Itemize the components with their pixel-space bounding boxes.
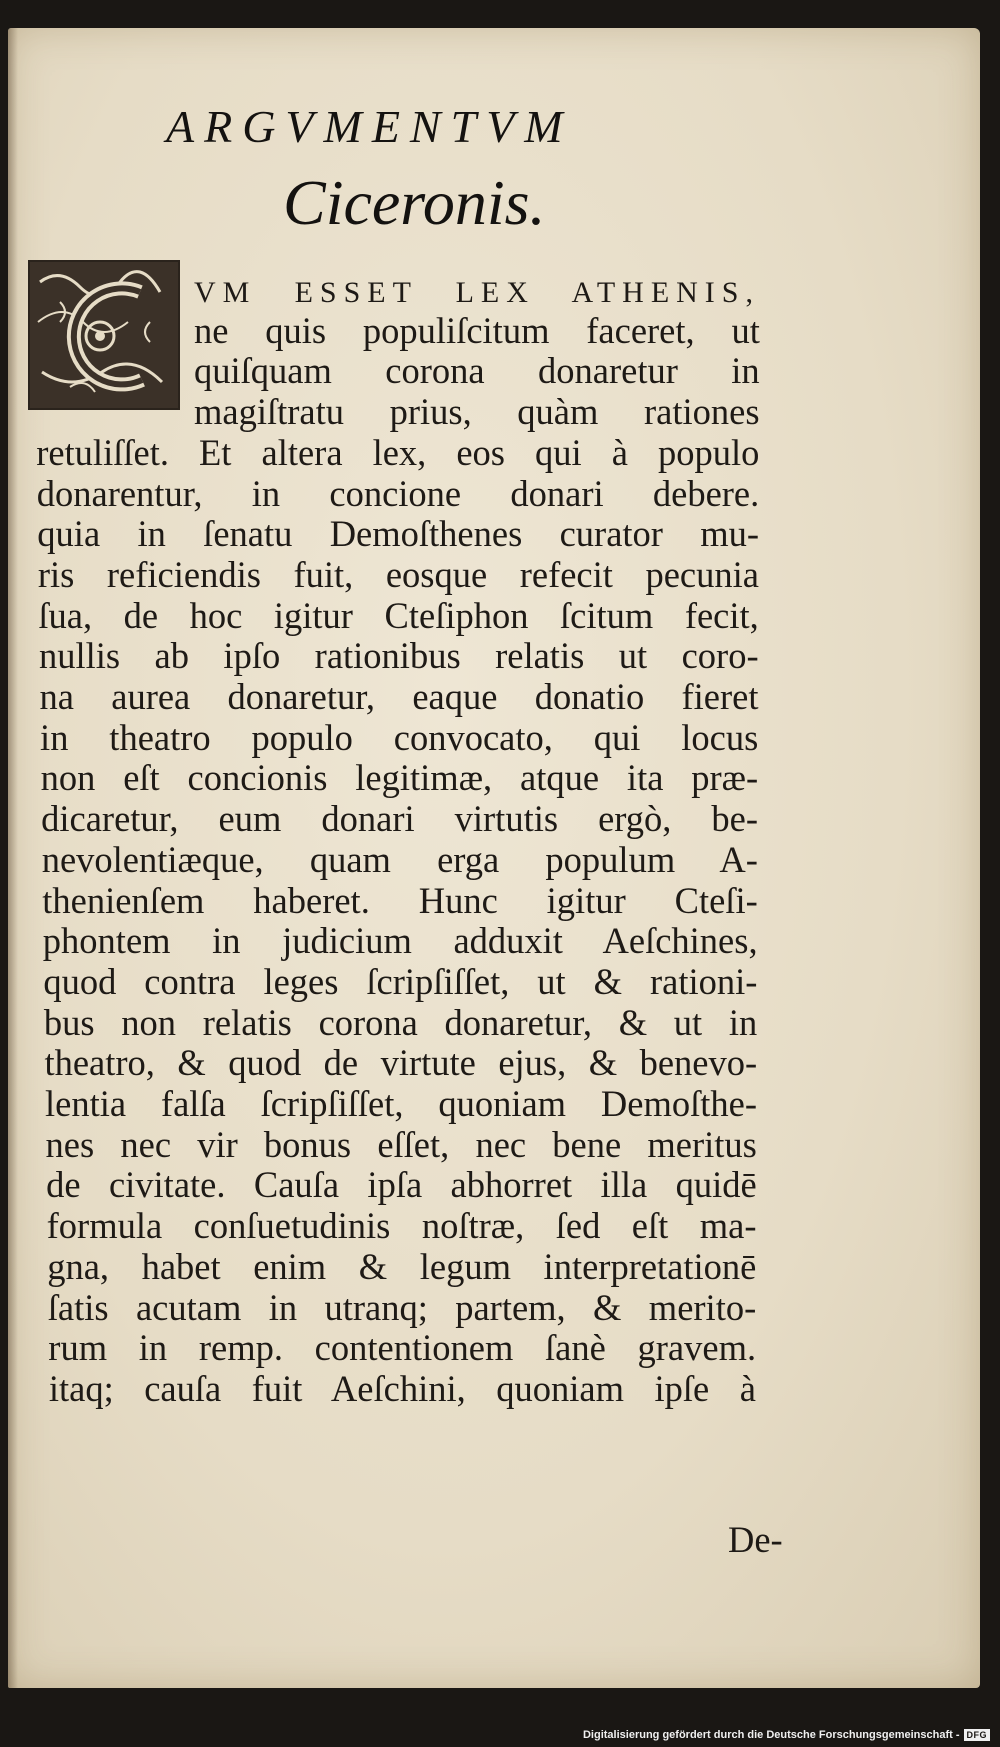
book-page (8, 28, 980, 1688)
text-line: rum in remp. contentionem ſanè gravem. (48, 1327, 757, 1369)
text-line: VM ESSET LEX ATHENIS, (194, 276, 760, 309)
text-line: itaq; cauſa fuit Aeſchini, quoniam ipſe à (48, 1367, 756, 1409)
text-line: lentia falſa ſcripſiſſet, quoniam Demoſthe- (45, 1083, 757, 1124)
text-line: ſatis acutam in utranq; partem, & merito- (47, 1286, 757, 1328)
page-heading: ARGVMENTVM (166, 101, 573, 152)
text-line: na aurea donaretur, eaque donatio fieret (39, 676, 759, 717)
text-line: nevolentiæque, quam erga populum A- (41, 838, 758, 880)
footer-credit: Digitalisierung gefördert durch die Deutsche Forschungsgemeinschaft - (582, 1729, 960, 1741)
text-line: dicaretur, eum donari virtutis ergò, be- (41, 798, 759, 840)
catchword: De- (728, 1519, 783, 1560)
text-line: bus non relatis corona donaretur, & ut in (43, 1001, 758, 1043)
text-line: quod contra leges ſcripſiſſet, ut & rationi- (43, 960, 758, 1002)
text-line: gna, habet enim & legum interpretationē (47, 1245, 757, 1287)
text-line: formula conſuetudinis noſtræ, ſed eſt ma- (46, 1205, 757, 1247)
text-line: magiſtratu prius, quàm rationes (194, 391, 760, 433)
text-line: non eſt concionis legitimæ, atque ita præ- (40, 757, 759, 799)
text-line: quiſquam corona donaretur in (194, 350, 760, 392)
text-line: nullis ab ipſo rationibus relatis ut coro- (38, 635, 759, 677)
text-line: donarentur, in concione donari debere. (36, 472, 760, 514)
text-line: thenienſem haberet. Hunc igitur Cteſi- (42, 879, 758, 921)
digitization-footer (583, 1729, 990, 1741)
text-line: phontem in judicium adduxit Aeſchines, (42, 920, 758, 962)
text-line: de civitate. Cauſa ipſa abhorret illa quidē (46, 1164, 757, 1206)
text-line: theatro, & quod de virtute ejus, & benevo- (44, 1042, 758, 1084)
text-line: ne quis populiſcitum faceret, ut (194, 309, 760, 351)
body-text (8, 28, 980, 1688)
dfg-logo-icon: DFG (964, 1729, 991, 1741)
text-line: retuliſſet. Et altera lex, eos qui à populo (36, 431, 760, 473)
text-line: ſua, de hoc igitur Cteſiphon ſcitum fecit, (38, 594, 759, 636)
text-line: in theatro populo convocato, qui locus (40, 716, 759, 758)
text-line: nes nec vir bonus eſſet, nec bene meritus (45, 1123, 757, 1165)
text-line: quia in ſenatu Demoſthenes curator mu- (37, 513, 760, 555)
text-line: ris reficiendis fuit, eosque refecit pecunia (37, 553, 759, 595)
page-subheading: Ciceronis. (283, 167, 546, 238)
